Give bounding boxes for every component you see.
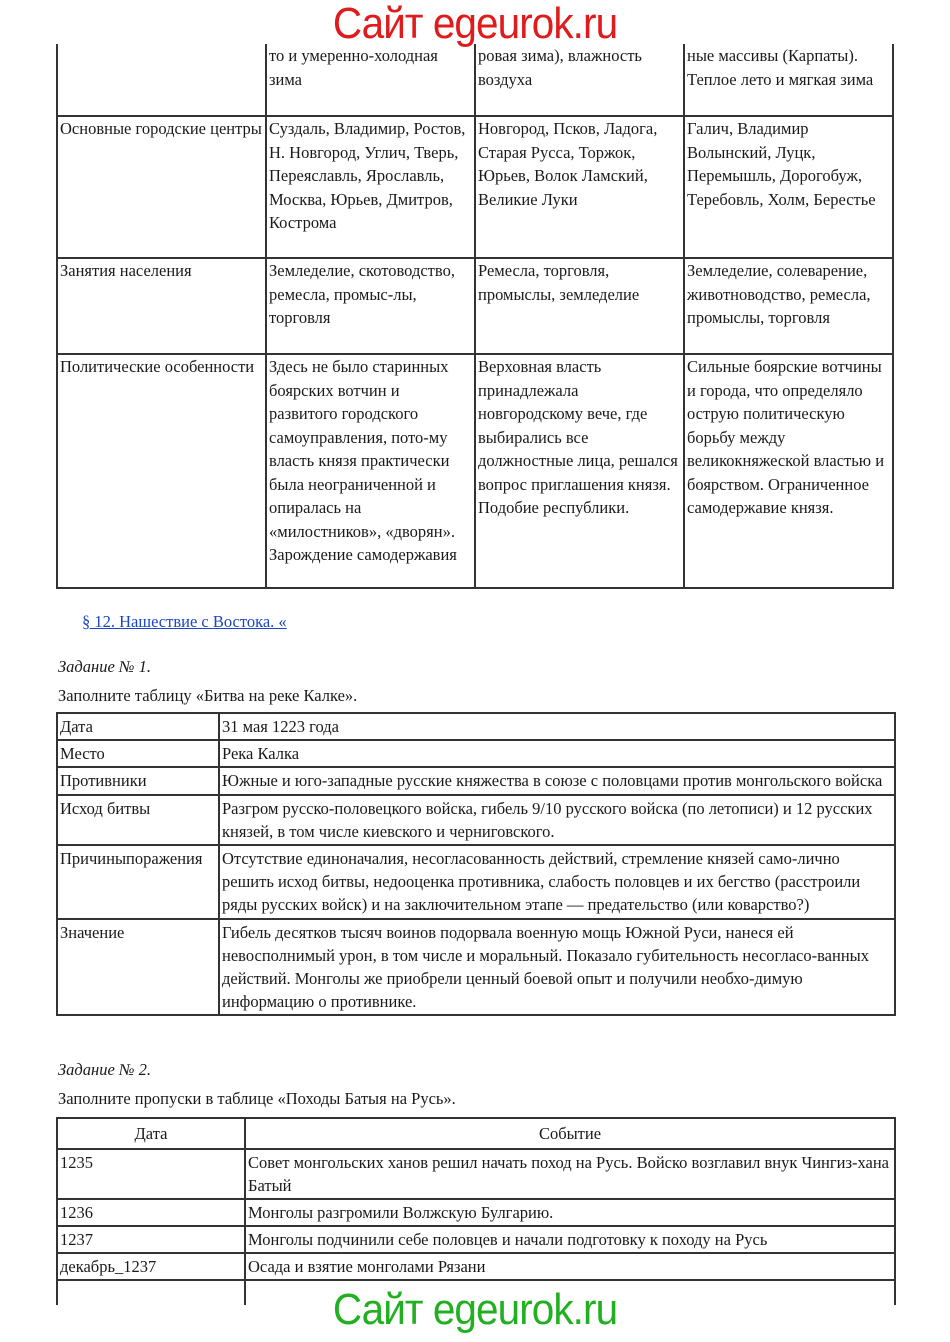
date-cell: 1235 [57,1149,245,1199]
table-cell: Ремесла, торговля, промыслы, земледелие [475,258,684,354]
table-row [57,845,895,919]
task1-heading: Задание № 1. [58,657,151,676]
table-row [57,740,895,767]
table-value: Отсутствие единоначалия, несогласованность действий, стремление князей само-лично решить исход битвы, недооценка противника, слабость половцев и их бегство (расстроили ряды русских войск) и на заключительном этапе — предательство (или коварство?) [219,845,895,919]
table-cell: Политические особенности [57,354,266,588]
table-cell: Новгород, Псков, Ладога, Старая Русса, Торжок, Юрьев, Волок Ламский, Великие Луки [475,116,684,258]
task1-instruction: Заполните таблицу «Битва на реке Калке». [58,686,358,705]
table-cell: Здесь не было старинных боярских вотчин и развитого городского самоуправления, пото-му власть князя практически была неограниченной и опиралась на «милостников», «дворян». Зарождение самодержавия [266,354,475,588]
event-cell: Осада и взятие монголами Рязани [245,1253,895,1280]
watermark-top: Сайт egeurok.ru [332,0,618,48]
section-link[interactable]: § 12. Нашествие с Востока. « [82,612,287,631]
column-header-date: Дата [57,1118,245,1149]
date-cell: 1236 [57,1199,245,1226]
table-row [57,1199,895,1226]
column-header-event: Событие [245,1118,895,1149]
table-cell [57,44,266,116]
task2-heading: Задание № 2. [58,1060,151,1079]
date-cell: декабрь_1237 [57,1253,245,1280]
table-row [57,1149,895,1199]
table-value: Южные и юго-западные русские княжества в союзе с половцами против монгольского войска [219,767,895,794]
table-key: Противники [57,767,219,794]
table-row [57,44,893,116]
table-row [57,795,895,845]
table-key: Значение [57,919,219,1016]
table-value: Река Калка [219,740,895,767]
table-row [57,1253,895,1280]
event-cell: Монголы разгромили Волжскую Булгарию. [245,1199,895,1226]
table-key: Причиныпоражения [57,845,219,919]
table-cell: Земледелие, скотоводство, ремесла, промыс-лы, торговля [266,258,475,354]
table-cell: Основные городские центры [57,116,266,258]
table-value: Гибель десятков тысяч воинов подорвала военную мощь Южной Руси, нанеся ей невосполнимый урон, в том числе и моральный. Показало губительность несогласо-ванных действий. Монголы же приобрели ценный боевой опыт и получили необхо-димую информацию о противнике. [219,919,895,1016]
table-row [57,116,893,258]
table-cell: ные массивы (Карпаты). Теплое лето и мягкая зима [684,44,893,116]
table-row [57,919,895,1016]
date-cell: 1237 [57,1226,245,1253]
table-cell: Верховная власть принадлежала новгородскому вече, где выбирались все должностные лица, решался вопрос приглашения князя. Подобие республики. [475,354,684,588]
table-cell: ровая зима), влажность воздуха [475,44,684,116]
batu-campaigns-table [56,1117,896,1305]
event-cell: Монголы подчинили себе половцев и начали подготовку к походу на Русь [245,1226,895,1253]
table-cell: Суздаль, Владимир, Ростов, Н. Новгород, Углич, Тверь, Переяславль, Ярославль, Москва, Юрьев, Дмитров, Кострома [266,116,475,258]
table-value: 31 мая 1223 года [219,713,895,740]
table-key: Исход битвы [57,795,219,845]
watermark-bottom: Сайт egeurok.ru [332,1285,618,1334]
kalka-table [56,712,896,1016]
event-cell: Совет монгольских ханов решил начать поход на Русь. Войско возглавил внук Чингиз-хана Батый [245,1149,895,1199]
table-row [57,1226,895,1253]
table-cell: то и умеренно-холодная зима [266,44,475,116]
table-key: Место [57,740,219,767]
table-row [57,767,895,794]
regions-table [56,44,894,589]
table-key: Дата [57,713,219,740]
table-value: Разгром русско-половецкого войска, гибель 9/10 русского войска (по летописи) и 12 русских князей, в том числе киевского и черниговского. [219,795,895,845]
table-row [57,258,893,354]
table-cell: Занятия населения [57,258,266,354]
table-row [57,713,895,740]
table-cell: Земледелие, солеварение, животноводство, ремесла, промыслы, торговля [684,258,893,354]
table-cell: Сильные боярские вотчины и города, что определяло острую политическую борьбу между великокняжеской властью и боярством. Ограниченное самодержавие князя. [684,354,893,588]
task2-instruction: Заполните пропуски в таблице «Походы Батыя на Русь». [58,1089,456,1108]
table-row [57,354,893,588]
table-header-row [57,1118,895,1149]
table-cell: Галич, Владимир Волынский, Луцк, Перемышль, Дорогобуж, Теребовль, Холм, Берестье [684,116,893,258]
